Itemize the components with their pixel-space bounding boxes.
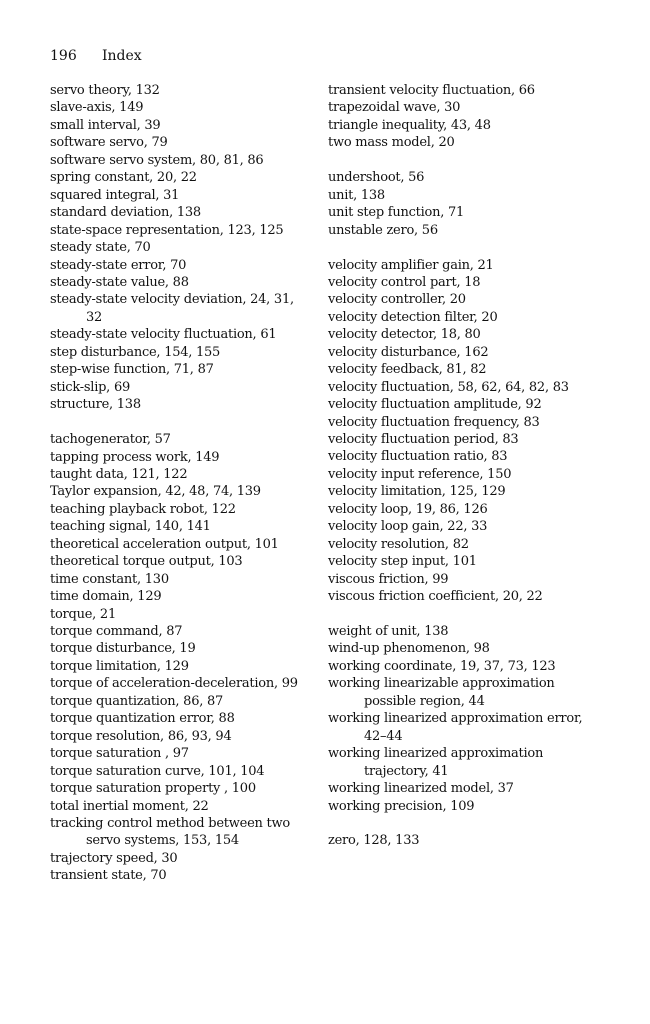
index-entry-text: steady-state velocity fluctuation, 61 — [50, 327, 277, 343]
index-entry-text: velocity step input, 101 — [328, 554, 477, 570]
index-entry-text: teaching playback robot, 122 — [50, 501, 236, 517]
index-entry-text: working linearized approximation error, — [328, 711, 583, 727]
index-entry — [328, 832, 600, 849]
index-entry — [50, 763, 312, 780]
index-entry-text: stick-slip, 69 — [50, 379, 130, 395]
index-entry-text: undershoot, 56 — [328, 170, 425, 186]
index-entry-text: software servo, 79 — [50, 135, 168, 151]
index-entry-text: zero, 128, 133 — [328, 833, 420, 849]
index-entry — [50, 798, 312, 815]
index-entry — [50, 291, 312, 326]
index-entry — [328, 623, 600, 640]
index-entry-text: viscous friction coefficient, 20, 22 — [328, 589, 543, 605]
index-entry-text: spring constant, 20, 22 — [50, 170, 197, 186]
index-entry-text: triangle inequality, 43, 48 — [328, 117, 491, 133]
index-entry-text: velocity detector, 18, 80 — [328, 327, 481, 343]
index-entry — [50, 571, 312, 588]
index-entry-text: steady-state error, 70 — [50, 257, 187, 273]
index-entry — [50, 536, 312, 553]
index-entry-text: trajectory speed, 30 — [50, 850, 178, 866]
index-entry — [328, 169, 600, 186]
index-entry — [328, 222, 600, 239]
index-entry-text: velocity fluctuation period, 83 — [328, 432, 519, 448]
index-entry — [328, 710, 600, 745]
index-entry-text: viscous friction, 99 — [328, 571, 449, 587]
index-entry-text: two mass model, 20 — [328, 135, 455, 151]
index-entry-continuation: 32 — [86, 309, 103, 325]
index-entry — [328, 274, 600, 291]
index-entry-text: velocity loop, 19, 86, 126 — [328, 501, 488, 517]
index-entry-text: structure, 138 — [50, 397, 141, 413]
letter-group-gap — [328, 606, 600, 623]
index-entry-continuation: servo systems, 153, 154 — [86, 833, 239, 849]
index-entry-text: torque saturation curve, 101, 104 — [50, 763, 265, 779]
index-entry — [328, 675, 600, 710]
index-entry — [50, 850, 312, 867]
index-entry — [328, 117, 600, 134]
index-entry-text: torque, 21 — [50, 606, 116, 622]
index-entry-text: velocity amplifier gain, 21 — [328, 257, 494, 273]
index-entry-text: unit step function, 71 — [328, 205, 465, 221]
index-entry — [328, 518, 600, 535]
letter-group-gap — [328, 152, 600, 169]
index-entry — [50, 82, 312, 99]
index-entry — [50, 379, 312, 396]
index-entry — [328, 309, 600, 326]
index-entry-text: step-wise function, 71, 87 — [50, 362, 214, 378]
index-entry — [50, 466, 312, 483]
index-entry — [328, 448, 600, 465]
index-entry-text: unstable zero, 56 — [328, 222, 438, 238]
index-entry — [328, 466, 600, 483]
index-entry — [328, 501, 600, 518]
index-entry-text: theoretical acceleration output, 101 — [50, 536, 279, 552]
index-entry-text: time domain, 129 — [50, 589, 162, 605]
index-entry-text: teaching signal, 140, 141 — [50, 519, 211, 535]
index-entry — [50, 152, 312, 169]
index-entry-text: servo theory, 132 — [50, 83, 160, 98]
running-title: Index — [102, 48, 142, 64]
index-entry — [328, 431, 600, 448]
index-entry — [50, 640, 312, 657]
index-entry-text: velocity limitation, 125, 129 — [328, 484, 506, 500]
index-entry — [328, 553, 600, 570]
index-entry-text: velocity fluctuation ratio, 83 — [328, 449, 508, 465]
index-entry-text: weight of unit, 138 — [328, 624, 449, 639]
index-entry — [50, 623, 312, 640]
index-entry — [50, 606, 312, 623]
index-entry-text: unit, 138 — [328, 187, 385, 203]
index-entry — [50, 553, 312, 570]
index-entry-text: step disturbance, 154, 155 — [50, 344, 221, 360]
index-entry — [328, 798, 600, 815]
index-entry-text: torque quantization, 86, 87 — [50, 693, 224, 709]
index-entry-text: torque saturation property , 100 — [50, 781, 256, 797]
index-entry — [50, 396, 312, 413]
index-entry — [50, 239, 312, 256]
index-entry-text: velocity input reference, 150 — [328, 466, 512, 482]
index-entry — [50, 134, 312, 151]
index-entry — [328, 780, 600, 797]
index-entry-text: time constant, 130 — [50, 571, 169, 587]
index-entry — [328, 204, 600, 221]
index-entry — [328, 414, 600, 431]
index-entry-text: velocity fluctuation, 58, 62, 64, 82, 83 — [328, 379, 569, 395]
index-entry — [50, 257, 312, 274]
index-entry — [50, 710, 312, 727]
index-entry — [50, 675, 312, 692]
index-entry-text: state-space representation, 123, 125 — [50, 222, 284, 238]
index-entry — [328, 536, 600, 553]
index-entry-text: trapezoidal wave, 30 — [328, 100, 461, 116]
index-entry-text: standard deviation, 138 — [50, 205, 201, 221]
index-entry-text: torque resolution, 86, 93, 94 — [50, 728, 232, 744]
index-entry — [50, 361, 312, 378]
index-entry — [328, 483, 600, 500]
letter-group-gap — [328, 239, 600, 256]
index-entry-text: working linearized model, 37 — [328, 781, 514, 797]
index-entry — [50, 693, 312, 710]
letter-group-gap — [328, 815, 600, 832]
index-entry-text: working linearizable approximation — [328, 676, 555, 692]
index-entry — [328, 326, 600, 343]
index-entry-text: torque disturbance, 19 — [50, 641, 196, 657]
index-entry-text: torque command, 87 — [50, 624, 183, 640]
index-entry-text: velocity fluctuation frequency, 83 — [328, 414, 540, 430]
index-entry — [328, 396, 600, 413]
index-entry — [50, 518, 312, 535]
index-entry — [50, 204, 312, 221]
index-entry — [328, 344, 600, 361]
index-entry — [328, 134, 600, 151]
index-entry — [50, 274, 312, 291]
index-entry-text: velocity detection filter, 20 — [328, 309, 498, 325]
index-entry-text: velocity controller, 20 — [328, 292, 466, 308]
index-entry — [50, 501, 312, 518]
index-entry — [328, 379, 600, 396]
index-entry-text: software servo system, 80, 81, 86 — [50, 152, 264, 168]
index-entry-text: velocity disturbance, 162 — [328, 344, 489, 360]
index-entry-continuation: trajectory, 41 — [364, 763, 449, 779]
index-entry — [50, 483, 312, 500]
index-entry — [328, 82, 600, 99]
index-entry — [328, 291, 600, 308]
index-column-left — [50, 82, 312, 885]
letter-group-gap — [50, 414, 312, 431]
index-entry — [50, 867, 312, 884]
index-entry-continuation: 42–44 — [364, 728, 403, 744]
index-entry — [328, 99, 600, 116]
index-entry — [50, 588, 312, 605]
index-entry-text: torque quantization error, 88 — [50, 711, 235, 727]
index-entry-text: Taylor expansion, 42, 48, 74, 139 — [50, 484, 261, 500]
index-entry-continuation: possible region, 44 — [364, 693, 485, 709]
index-entry — [50, 658, 312, 675]
index-entry — [50, 745, 312, 762]
index-entry — [50, 344, 312, 361]
index-entry-text: velocity resolution, 82 — [328, 536, 469, 552]
index-entry-text: working linearized approximation — [328, 746, 544, 762]
index-entry-text: steady-state velocity deviation, 24, 31, — [50, 292, 294, 308]
index-entry — [50, 117, 312, 134]
index-entry-text: wind-up phenomenon, 98 — [328, 641, 490, 657]
index-entry-text: transient state, 70 — [50, 868, 167, 884]
page-number: 196 — [50, 48, 77, 64]
index-column-right — [328, 82, 600, 850]
index-entry — [328, 187, 600, 204]
index-entry-text: tapping process work, 149 — [50, 449, 220, 465]
index-entry-text: steady state, 70 — [50, 240, 151, 256]
index-entry-text: squared integral, 31 — [50, 187, 180, 203]
index-entry — [328, 571, 600, 588]
index-entry — [328, 257, 600, 274]
index-entry — [50, 449, 312, 466]
index-entry — [50, 326, 312, 343]
running-header — [50, 48, 142, 65]
index-entry — [50, 99, 312, 116]
index-entry-text: transient velocity fluctuation, 66 — [328, 83, 535, 98]
index-entry — [328, 745, 600, 780]
index-entry-text: total inertial moment, 22 — [50, 798, 209, 814]
index-entry-text: torque limitation, 129 — [50, 658, 189, 674]
index-entry-text: small interval, 39 — [50, 117, 161, 133]
index-entry-text: torque saturation , 97 — [50, 746, 189, 762]
index-entry-text: steady-state value, 88 — [50, 274, 189, 290]
index-entry-text: velocity feedback, 81, 82 — [328, 362, 487, 378]
index-entry-text: taught data, 121, 122 — [50, 466, 188, 482]
index-entry — [50, 431, 312, 448]
index-entry — [50, 169, 312, 186]
index-entry — [50, 780, 312, 797]
index-entry — [328, 658, 600, 675]
index-entry-text: velocity control part, 18 — [328, 274, 481, 290]
index-entry-text: torque of acceleration-deceleration, 99 — [50, 676, 298, 692]
index-entry-text: working coordinate, 19, 37, 73, 123 — [328, 658, 556, 674]
index-entry — [50, 815, 312, 850]
index-entry-text: velocity fluctuation amplitude, 92 — [328, 397, 542, 413]
index-entry-text: tachogenerator, 57 — [50, 432, 171, 448]
index-entry-text: theoretical torque output, 103 — [50, 554, 243, 570]
index-entry — [50, 187, 312, 204]
index-entry — [328, 588, 600, 605]
index-entry — [50, 222, 312, 239]
index-entry-text: slave-axis, 149 — [50, 100, 144, 116]
index-entry — [50, 728, 312, 745]
index-entry — [328, 640, 600, 657]
index-entry-text: working precision, 109 — [328, 798, 475, 814]
index-entry-text: velocity loop gain, 22, 33 — [328, 519, 488, 535]
index-entry-text: tracking control method between two — [50, 816, 290, 832]
index-entry — [328, 361, 600, 378]
